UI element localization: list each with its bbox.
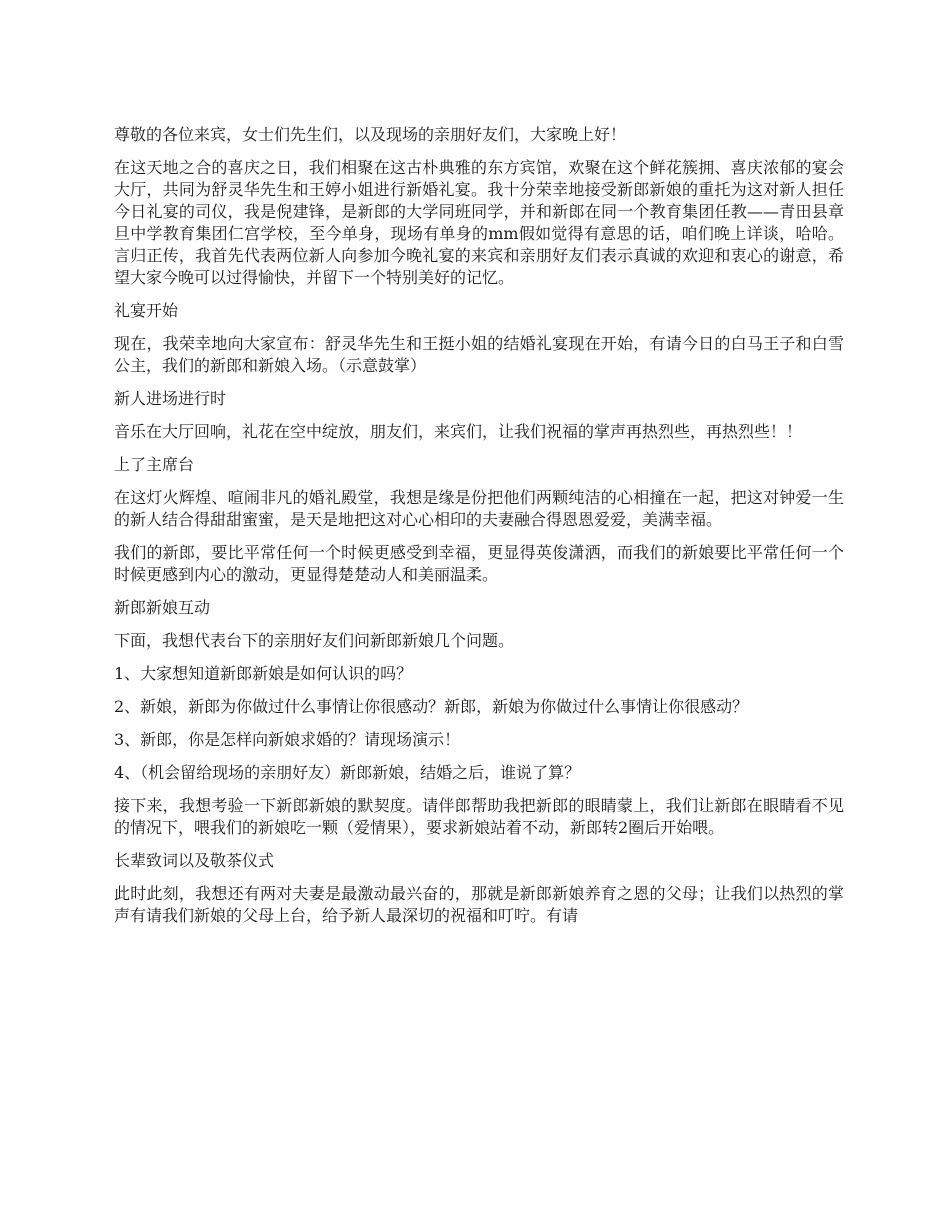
opening-paragraph: 在这天地之合的喜庆之日，我们相聚在这古朴典雅的东方宾馆，欢聚在这个鲜花簇拥、喜庆浓郁的宴会大厅，共同为舒灵华先生和王婷小姐进行新婚礼宴。我十分荣幸地接受新郎新娘的重托为这对新人担任今日礼宴的司仪，我是倪建锋，是新郎的大学同班同学，并和新郎在同一个教育集团任教——青田县章旦中学教育集团仁宫学校，至今单身，现场有单身的mm假如觉得有意思的话，咱们晚上详谈，哈哈。言归正传，我首先代表两位新人向参加今晚礼宴的来宾和亲朋好友们表示真诚的欢迎和衷心的谢意，希望大家今晚可以过得愉快，并留下一个特别美好的记忆。 [114,158,844,287]
couple-paragraph: 我们的新郎，要比平常任何一个时候更感受到幸福，更显得英俊潇洒，而我们的新娘要比平常任何一个时候更感到内心的激动，更显得楚楚动人和美丽温柔。 [114,543,844,584]
section-heading-banquet-start: 礼宴开始 [114,301,179,320]
section-heading-elders: 长辈致词以及敬茶仪式 [114,851,275,870]
question-item: 4、（机会留给现场的亲朋好友）新郎新娘，结婚之后，谁说了算？ [114,763,581,782]
section-heading-stage: 上了主席台 [114,455,195,474]
document-page [114,124,844,938]
question-item: 3、新郎，你是怎样向新娘求婚的？请现场演示！ [114,730,461,749]
section-heading-interaction: 新郎新娘互动 [114,598,211,617]
announcement-paragraph: 现在，我荣幸地向大家宣布：舒灵华先生和王挺小姐的结婚礼宴现在开始，有请今日的白马王子和白雪公主，我们的新郎和新娘入场。（示意鼓掌） [114,334,844,375]
question-item: 1、大家想知道新郎新娘是如何认识的吗？ [114,664,413,683]
hall-paragraph: 在这灯火辉煌、喧闹非凡的婚礼殿堂，我想是缘是份把他们两颗纯洁的心相撞在一起，把这对钟爱一生的新人结合得甜甜蜜蜜，是天是地把这对心心相印的夫妻融合得恩恩爱爱，美满幸福。 [114,488,844,529]
parents-paragraph: 此时此刻，我想还有两对夫妻是最激动最兴奋的，那就是新郎新娘养育之恩的父母；让我们以热烈的掌声有请我们新娘的父母上台，给予新人最深切的祝福和叮咛。有请 [114,884,844,925]
game-paragraph: 接下来，我想考验一下新郎新娘的默契度。请伴郎帮助我把新郎的眼睛蒙上，我们让新郎在眼睛看不见的情况下，喂我们的新娘吃一颗（爱情果），要求新娘站着不动，新郎转2圈后开始喂。 [114,796,844,837]
greeting-paragraph: 尊敬的各位来宾，女士们先生们，以及现场的亲朋好友们，大家晚上好！ [114,125,627,144]
section-heading-entrance: 新人进场进行时 [114,389,227,408]
question-item: 2、新娘，新郎为你做过什么事情让你很感动？新郎，新娘为你做过什么事情让你很感动？ [114,697,749,716]
music-paragraph: 音乐在大厅回响，礼花在空中绽放，朋友们，来宾们，让我们祝福的掌声再热烈些，再热烈些！！ [114,422,803,441]
questions-intro-paragraph: 下面，我想代表台下的亲朋好友们问新郎新娘几个问题。 [114,631,515,650]
